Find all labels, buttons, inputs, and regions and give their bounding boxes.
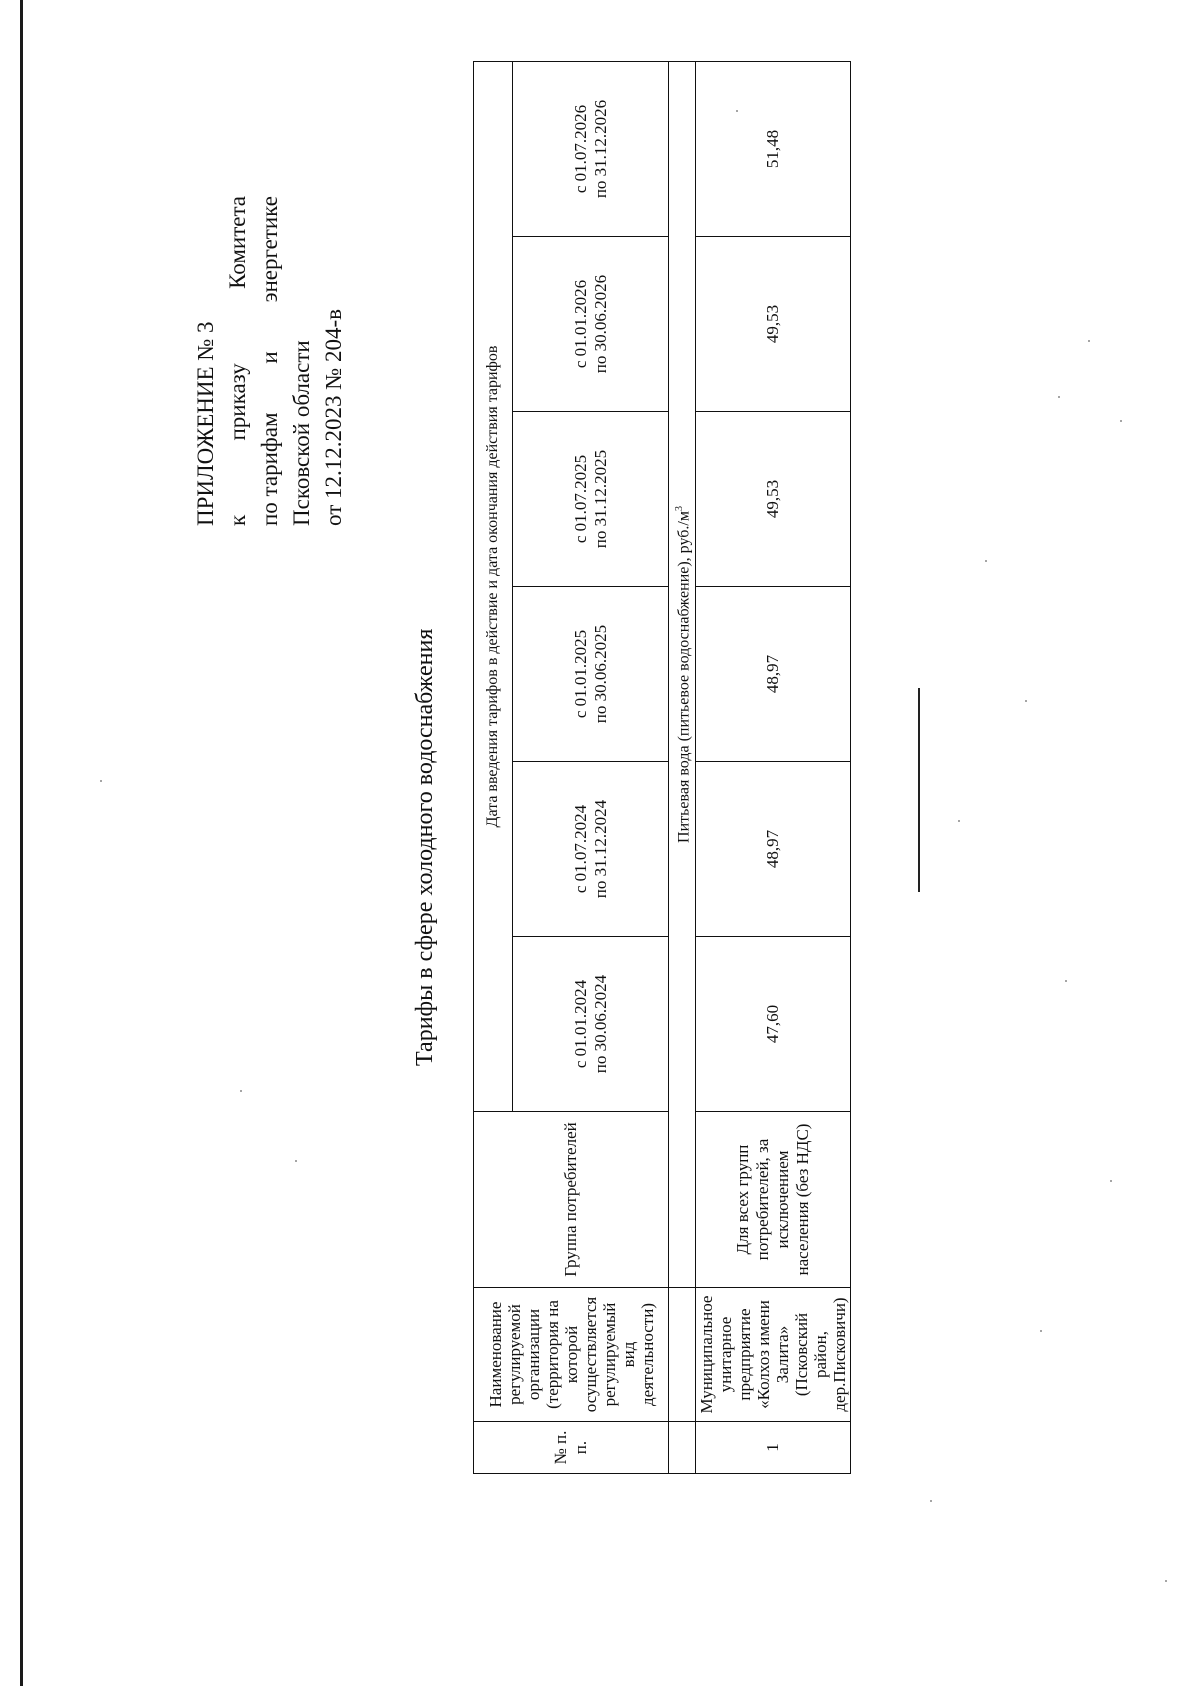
header-number: № п. п. <box>474 1422 669 1474</box>
header-period: с 01.07.2026 по 31.12.2026 <box>513 61 669 236</box>
row-tariff-value: 49,53 <box>696 412 851 587</box>
row-consumer-group: Для всех групп потребителей, за исключением населения (без НДС) <box>696 1112 851 1288</box>
table-row <box>696 61 851 1473</box>
header-consumer-group: Группа потребителей <box>474 1112 669 1288</box>
section-spacer <box>669 1288 696 1422</box>
header-period: с 01.01.2025 по 30.06.2025 <box>513 587 669 762</box>
header-organization: Наименование регулируемой организации (территория на которой осуществляется регулируемый вид деятельности) <box>474 1288 669 1422</box>
row-organization: Муниципальное унитарное предприятие «Колхоз имени Залита» (Псковский район, дер.Писковичи) <box>696 1288 851 1422</box>
section-spacer <box>669 1422 696 1474</box>
appendix-line-4: Псковской области <box>289 340 314 526</box>
appendix-word: по тарифам <box>257 412 282 526</box>
appendix-word: Комитета <box>225 196 250 289</box>
document-title: Тарифы в сфере холодного водоснабжения <box>412 628 438 1066</box>
row-tariff-value: 49,53 <box>696 237 851 412</box>
appendix-word: к <box>225 514 250 526</box>
tariff-table <box>473 61 851 1474</box>
appendix-word: энергетике <box>257 196 282 303</box>
row-tariff-value: 48,97 <box>696 762 851 937</box>
section-title: Питьевая вода (питьевое водоснабжение), $руб./м^3$ <box>669 61 696 1287</box>
appendix-line-2 <box>222 196 254 526</box>
header-period: с 01.07.2024 по 31.12.2024 <box>513 762 669 937</box>
appendix-header <box>190 196 350 526</box>
appendix-number: ПРИЛОЖЕНИЕ № 3 <box>193 321 218 526</box>
row-tariff-value: 51,48 <box>696 61 851 236</box>
appendix-line-5: от 12.12.2023 № 204-в <box>321 309 346 526</box>
header-period: с 01.01.2024 по 30.06.2024 <box>513 937 669 1112</box>
row-tariff-value: 48,97 <box>696 587 851 762</box>
header-period: с 01.07.2025 по 31.12.2025 <box>513 412 669 587</box>
appendix-word: и <box>257 351 282 364</box>
row-number: 1 <box>696 1422 851 1474</box>
header-period: с 01.01.2026 по 30.06.2026 <box>513 237 669 412</box>
appendix-word: приказу <box>225 363 250 441</box>
appendix-line-3 <box>254 196 286 526</box>
header-date-range: Дата введения тарифов в действие и дата окончания действия тарифов <box>474 61 513 1111</box>
row-tariff-value: 47,60 <box>696 937 851 1112</box>
